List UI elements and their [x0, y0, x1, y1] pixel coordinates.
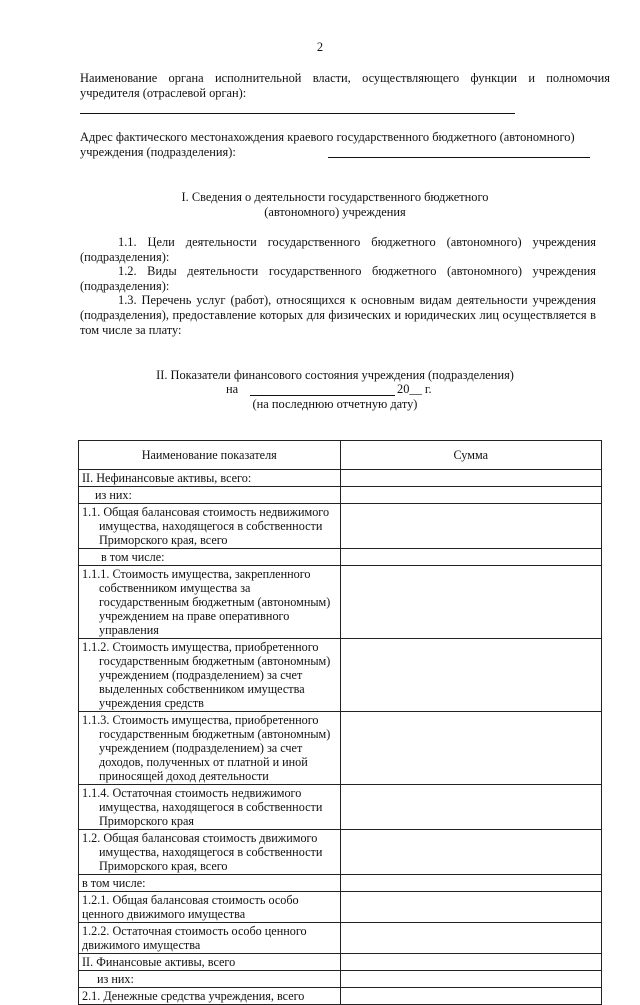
founder-fill-line — [80, 113, 515, 114]
row-label: 1.1.2. Стоимость имущества, приобретенного государственным бюджетным (автономным) учреждением (подразделением) за счет выделенных собственником имущества учреждения средств — [79, 639, 341, 712]
row-label: II. Финансовые активы, всего — [79, 954, 341, 971]
header-name: Наименование показателя — [79, 441, 341, 470]
table-row — [79, 504, 602, 549]
table-row — [79, 954, 602, 971]
row-sum-cell[interactable] — [340, 875, 602, 892]
row-label: в том числе: — [79, 549, 341, 566]
table-row — [79, 830, 602, 875]
section1-title-line1: I. Сведения о деятельности государственного бюджетного — [181, 190, 489, 204]
item-1-2: 1.2. Виды деятельности государственного бюджетного (автономного) учреждения (подразделения): — [80, 264, 596, 293]
header-sum: Сумма — [340, 441, 602, 470]
table-row — [79, 639, 602, 712]
table-row — [79, 470, 602, 487]
row-label: 1.1.3. Стоимость имущества, приобретенного государственным бюджетным (автономным) учреждением (подразделением) за счет доходов, полученных от платной и иной приносящей доход деятельности — [79, 712, 341, 785]
address-label: Адрес фактического местонахождения краевого государственного бюджетного (автономного) учреждения (подразделения): — [80, 130, 575, 159]
row-label: 1.2.1. Общая балансовая стоимость особо ценного движимого имущества — [79, 892, 341, 923]
table-row — [79, 566, 602, 639]
row-sum-cell[interactable] — [340, 639, 602, 712]
row-sum-cell[interactable] — [340, 923, 602, 954]
date-fill-line — [250, 395, 395, 396]
section2-title: II. Показатели финансового состояния учреждения (подразделения) — [156, 368, 514, 382]
table-row — [79, 988, 602, 1005]
row-label: 2.1. Денежные средства учреждения, всего — [79, 988, 341, 1005]
date-year: 20__ г. — [397, 382, 432, 396]
page-number: 2 — [316, 40, 324, 54]
table-row — [79, 549, 602, 566]
row-label: 1.1.4. Остаточная стоимость недвижимого имущества, находящегося в собственности Приморского края — [79, 785, 341, 830]
founder-label: Наименование органа исполнительной власти, осуществляющего функции и полномочия учредителя (отраслевой орган): — [80, 71, 610, 100]
row-sum-cell[interactable] — [340, 785, 602, 830]
table-row — [79, 875, 602, 892]
address-fill-line — [328, 157, 590, 158]
item-1-3: 1.3. Перечень услуг (работ), относящихся к основным видам деятельности учреждения (подразделения), предоставление которых для физических и юридических лиц осуществляется в том числе за плату: — [80, 293, 596, 337]
table-row — [79, 712, 602, 785]
row-label: 1.1.1. Стоимость имущества, закрепленного собственником имущества за государственным бюджетным (автономным) учреждением на праве оперативного управления — [79, 566, 341, 639]
table-row — [79, 923, 602, 954]
section1-title-line2: (автономного) учреждения — [264, 205, 406, 219]
row-label: из них: — [79, 971, 341, 988]
row-sum-cell[interactable] — [340, 470, 602, 487]
row-sum-cell[interactable] — [340, 566, 602, 639]
row-sum-cell[interactable] — [340, 971, 602, 988]
table-row — [79, 971, 602, 988]
row-label: 1.1. Общая балансовая стоимость недвижимого имущества, находящегося в собственности Приморского края, всего — [79, 504, 341, 549]
row-label: 1.2. Общая балансовая стоимость движимого имущества, находящегося в собственности Приморского края, всего — [79, 830, 341, 875]
row-label: 1.2.2. Остаточная стоимость особо ценного движимого имущества — [79, 923, 341, 954]
row-sum-cell[interactable] — [340, 988, 602, 1005]
table-row — [79, 892, 602, 923]
table-row — [79, 785, 602, 830]
row-label: в том числе: — [79, 875, 341, 892]
row-sum-cell[interactable] — [340, 892, 602, 923]
row-label: из них: — [79, 487, 341, 504]
row-sum-cell[interactable] — [340, 487, 602, 504]
date-note: (на последнюю отчетную дату) — [252, 397, 418, 411]
row-sum-cell[interactable] — [340, 504, 602, 549]
row-sum-cell[interactable] — [340, 830, 602, 875]
row-label: II. Нефинансовые активы, всего: — [79, 470, 341, 487]
table-header-row — [79, 441, 602, 470]
date-prefix: на — [226, 382, 239, 396]
table-row — [79, 487, 602, 504]
item-1-1: 1.1. Цели деятельности государственного бюджетного (автономного) учреждения (подразделения): — [80, 235, 596, 264]
row-sum-cell[interactable] — [340, 549, 602, 566]
row-sum-cell[interactable] — [340, 954, 602, 971]
indicators-table — [78, 440, 602, 1005]
row-sum-cell[interactable] — [340, 712, 602, 785]
